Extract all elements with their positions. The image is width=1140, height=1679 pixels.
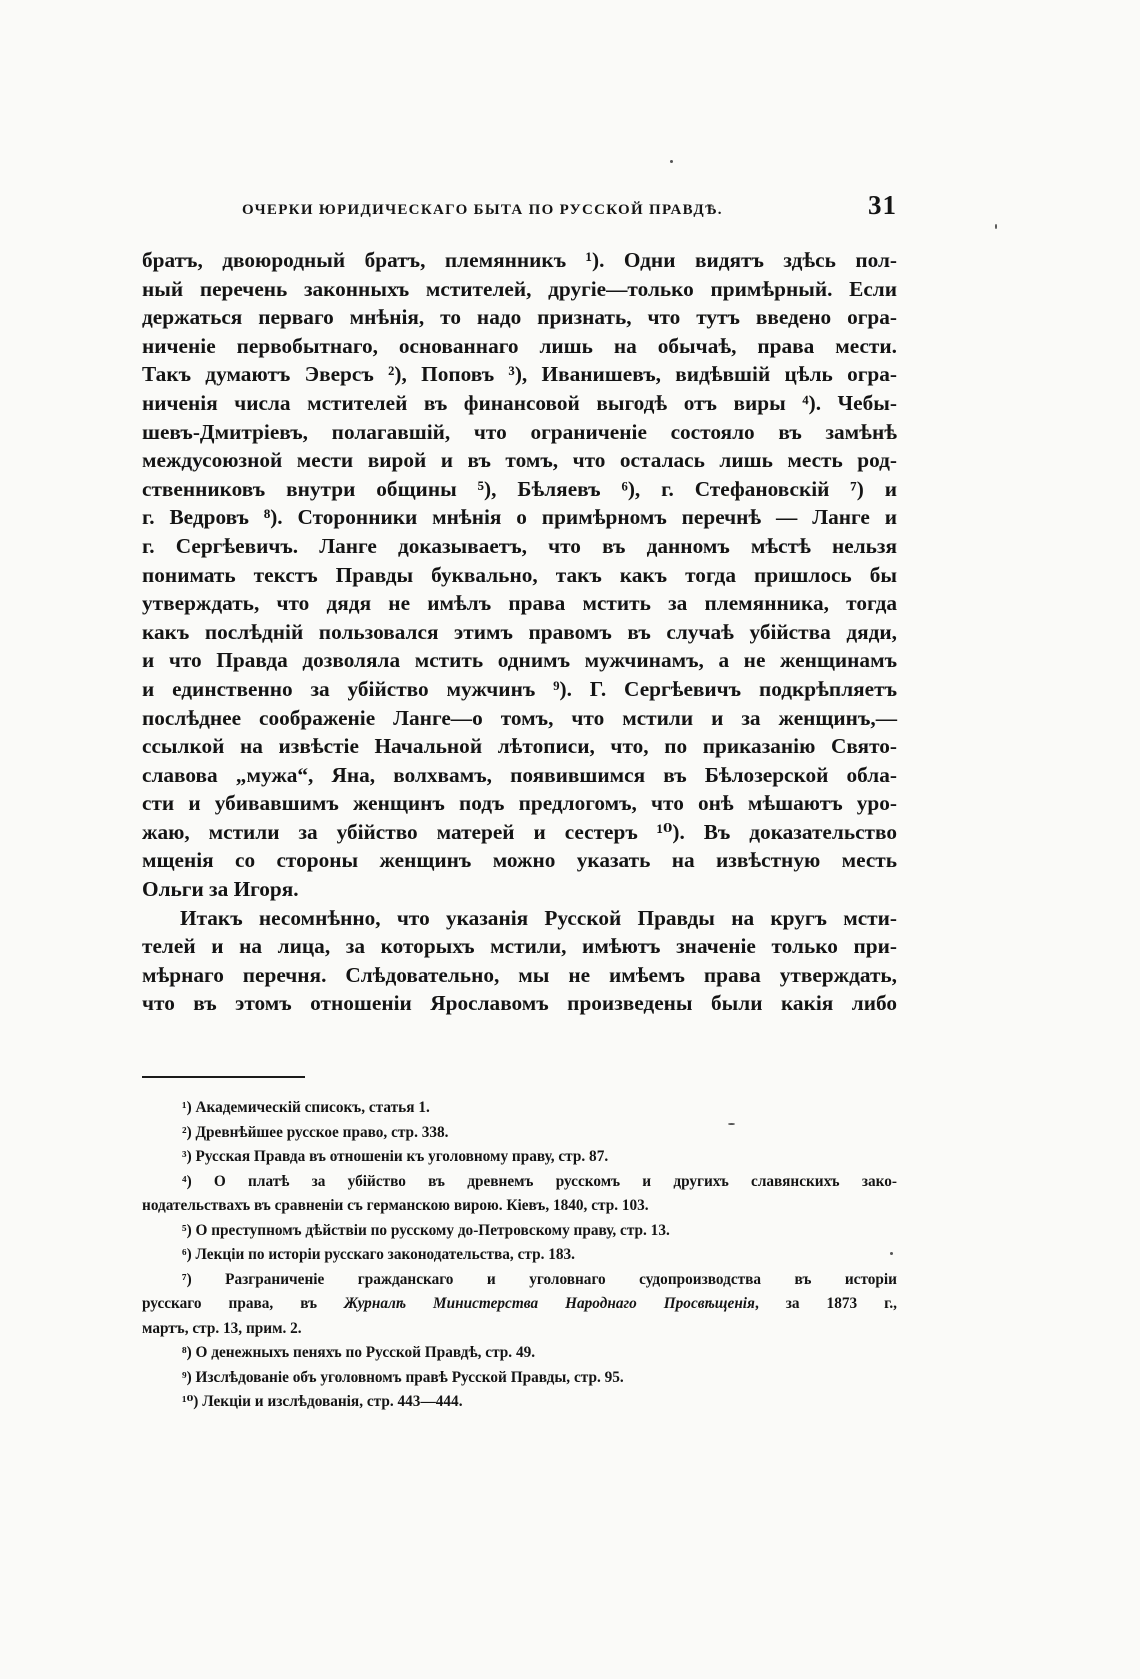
- footnote: ⁹) Изслѣдованіе объ уголовномъ правѣ Русской Правды, стр. 95.: [182, 1368, 624, 1386]
- scan-speck: [728, 1123, 735, 1125]
- text-line: Ольги за Игоря.: [142, 877, 299, 902]
- footnote-continuation: мартъ, стр. 13, прим. 2.: [142, 1319, 302, 1337]
- footnote: ⁸) О денежныхъ пеняхъ по Русской Правдѣ, стр. 49.: [182, 1344, 536, 1361]
- text-line: утверждать, что дядя не имѣлъ права мстить за племянника, тогда: [142, 591, 897, 616]
- footnote: ⁶) Лекціи по исторіи русскаго законодательства, стр. 183.: [182, 1246, 575, 1263]
- footnote-text: , за 1873 г.,: [754, 1295, 897, 1312]
- footnote-continuation: [142, 1292, 897, 1317]
- text-line: мщенія со стороны женщинъ можно указать на извѣстную месть: [142, 848, 897, 873]
- text-line: и единственно за убійство мужчинъ ⁹). Г. Сергѣевичъ подкрѣпляетъ: [142, 676, 897, 701]
- scan-speck: [890, 1252, 893, 1255]
- text-line: Такъ думаютъ Эверсъ ²), Поповъ ³), Иванишевъ, видѣвшій цѣль огра-: [142, 362, 897, 387]
- text-line: г. Сергѣевичъ. Ланге доказываетъ, что въ данномъ мѣстѣ нельзя: [142, 533, 897, 558]
- text-line: междусоюзной мести вирой и въ томъ, что осталась лишь месть род-: [142, 448, 897, 473]
- text-line: жаю, мстили за убійство матерей и сестеръ ¹⁰). Въ доказательство: [142, 819, 897, 844]
- footnote-continuation: нодательствахъ въ сравненіи съ германскою вирою. Кіевъ, 1840, стр. 103.: [142, 1197, 649, 1214]
- page-number: 31: [868, 190, 897, 220]
- footnote: ⁷) Разграниченіе гражданскаго и уголовнаго судопроизводства въ исторіи: [182, 1270, 897, 1288]
- text-line: Итакъ несомнѣнно, что указанія Русской Правды на кругъ мсти-: [180, 905, 897, 930]
- text-line: послѣднее соображеніе Ланге—о томъ, что мстили и за женщинъ,—: [142, 705, 897, 730]
- footnote: ³) Русская Правда въ отношеніи къ уголовному праву, стр. 87.: [182, 1148, 609, 1165]
- footnote-separator: [142, 1076, 305, 1078]
- text-line: ственниковъ внутри общины ⁵), Бѣляевъ ⁶), г. Стефановскій ⁷) и: [142, 476, 897, 501]
- text-line: ссылкой на извѣстіе Начальной лѣтописи, что, по приказанію Свято-: [142, 734, 897, 759]
- text-line: славова „мужа“, Яна, волхвамъ, появившимся въ Бѣлозерской обла-: [142, 762, 897, 787]
- text-line: ниченія числа мстителей въ финансовой выгодѣ отъ виры ⁴). Чебы-: [142, 390, 897, 415]
- text-line: держаться перваго мнѣнія, то надо признать, что тутъ введено огра-: [142, 305, 897, 330]
- journal-title: Журналѣ Министерства Народнаго Просвѣщенія: [344, 1295, 755, 1312]
- footnote: ⁵) О преступномъ дѣйствіи по русскому до-Петровскому праву, стр. 13.: [182, 1221, 670, 1239]
- running-title: ОЧЕРКИ ЮРИДИЧЕСКАГО БЫТА ПО РУССКОЙ ПРАВДѢ.: [242, 202, 723, 218]
- paragraph: [142, 904, 897, 1018]
- footnote: ¹⁰) Лекціи и изслѣдованія, стр. 443—444.: [182, 1393, 463, 1410]
- text-line: какъ послѣдній пользовался этимъ правомъ въ случаѣ убійства дяди,: [142, 619, 897, 644]
- footnote: ⁴) О платѣ за убійство въ древнемъ русскомъ и другихъ славянскихъ зако-: [182, 1172, 897, 1190]
- paragraph: [142, 246, 897, 904]
- text-line: сти и убивавшимъ женщинъ подъ предлогомъ, что онѣ мѣшаютъ уро-: [142, 791, 897, 816]
- text-line: и что Правда дозволяла мстить однимъ мужчинамъ, а не женщинамъ: [142, 648, 897, 673]
- text-line: что въ этомъ отношеніи Ярославомъ произведены были какія либо: [142, 991, 897, 1016]
- text-line: г. Ведровъ ⁸). Сторонники мнѣнія о примѣрномъ перечнѣ — Ланге и: [142, 505, 897, 530]
- text-line: братъ, двоюродный братъ, племянникъ ¹). Одни видятъ здѣсь пол-: [142, 248, 897, 272]
- text-line: ниченіе первобытнаго, основаннаго лишь на обычаѣ, права мести.: [142, 333, 897, 358]
- scan-speck: [670, 160, 673, 163]
- text-line: понимать текстъ Правды буквально, такъ какъ тогда пришлось бы: [142, 562, 897, 587]
- text-line: телей и на лица, за которыхъ мстили, имѣютъ значеніе только при-: [142, 934, 897, 959]
- footnotes: [142, 1096, 897, 1415]
- footnote: ¹) Академическій списокъ, статья 1.: [182, 1099, 430, 1116]
- text-line: мѣрнаго перечня. Слѣдовательно, мы не имѣемъ права утверждать,: [142, 962, 897, 987]
- text-line: ный перечень законныхъ мстителей, другіе—только примѣрный. Если: [142, 276, 897, 301]
- running-header: [242, 190, 897, 221]
- footnote-text: русскаго права, въ: [142, 1295, 344, 1312]
- footnote: ²) Древнѣйшее русское право, стр. 338.: [182, 1123, 449, 1141]
- scan-speck: [995, 224, 997, 229]
- main-text: [142, 246, 897, 1018]
- text-line: шевъ-Дмитріевъ, полагавшій, что ограниченіе состояло въ замѣнѣ: [142, 419, 897, 444]
